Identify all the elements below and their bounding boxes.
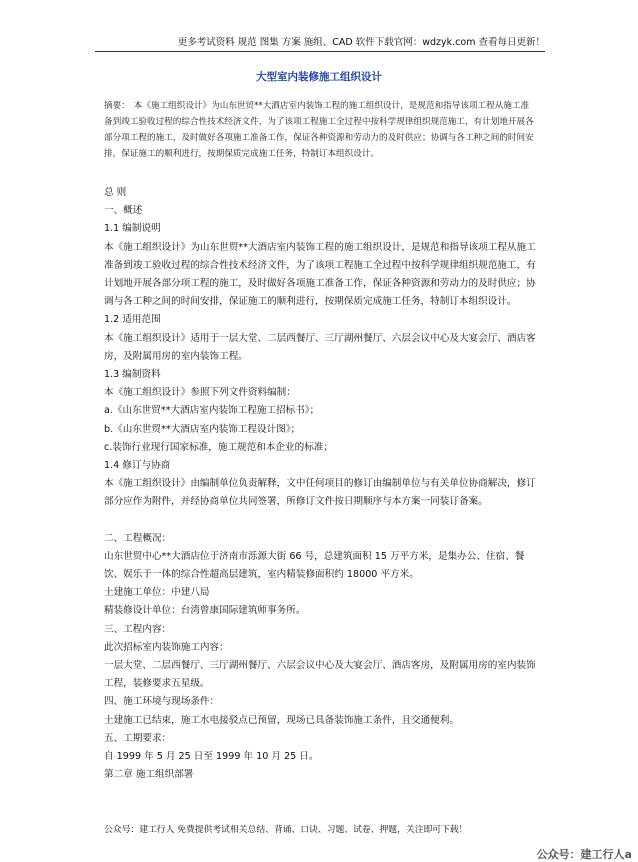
section-heading: 三、工程内容： bbox=[104, 623, 172, 635]
list-item: a.《山东世贸**大酒店室内装饰工程施工招标书》； bbox=[104, 405, 320, 417]
abstract-label: 摘要： bbox=[104, 101, 130, 111]
section-heading: 二、工程概况： bbox=[104, 532, 172, 544]
paragraph: 本《施工组织设计》为山东世贸**大酒店室内装饰工程的施工组织设计，是规范和指导该项工程从施工准备到竣工验收过程的综合性技术经济文件，为了该项工程施工全过程中按科学规律组织规范施工，有计划地开展各部分项工程的施工，及时做好各项施工准备工作，保证各种资源和劳动力的及时供应；协调与各工种之间的时间安排，保证施工的顺利进行，按期保质完成施工任务，特制订本组织设计。 bbox=[104, 241, 536, 308]
paragraph: 本《施工组织设计》由编制单位负责解释，文中任何项目的修订由编制单位与有关单位协商解决，修订部分应作为附件，并经协商单位共同签署，所修订文件按日期顺序与本方案一同装订备案。 bbox=[104, 478, 536, 508]
abstract bbox=[104, 98, 536, 162]
section-heading: 五、工期要求： bbox=[104, 732, 172, 744]
paragraph: 本《施工组织设计》参照下列文件资料编制： bbox=[104, 387, 296, 399]
footer-note: 公众号：建工行人 免费提供考试相关总结、背诵、口诀、习题、试卷、押题，关注即可下载！ bbox=[104, 825, 468, 835]
subsection-heading: 1.2 适用范围 bbox=[104, 314, 161, 326]
document-title: 大型室内装修施工组织设计 bbox=[256, 71, 382, 83]
section-heading: 四、施工环境与现场条件： bbox=[104, 696, 220, 708]
paragraph: 土建施工已结束，施工水电接驳点已预留，现场已具备装饰施工条件，且交通便利。 bbox=[104, 714, 459, 726]
paragraph: 一层大堂、二层西餐厅、三厅湖州餐厅、六层会议中心及大宴会厅、酒店客房，及附属用房的室内装饰工程，装修要求五星级。 bbox=[104, 660, 536, 690]
list-item: c.装饰行业现行国家标准，施工规范和本企业的标准； bbox=[104, 441, 333, 453]
document-body bbox=[104, 184, 536, 785]
subsection-heading: 1.1 编制说明 bbox=[104, 223, 161, 235]
paragraph: 此次招标室内装饰施工内容： bbox=[104, 641, 229, 653]
subsection-heading: 1.4 修订与协商 bbox=[104, 460, 171, 472]
watermark: 公众号：建工行人a bbox=[536, 848, 632, 861]
paragraph: 山东世贸中心**大酒店位于济南市泺源大街 66 号，总建筑面积 15 万平方米，是集办公、住宿、餐饮、娱乐于一体的综合性超高层建筑，室内精装修面积约 18000 平方米。 bbox=[104, 550, 525, 581]
paragraph: 精装修设计单位：台湾曾康国际建筑师事务所。 bbox=[104, 605, 306, 617]
paragraph: 自 1999 年 5 月 25 日至 1999 年 10 月 25 日。 bbox=[104, 751, 319, 763]
paragraph-spacer bbox=[104, 512, 536, 530]
list-item: b.《山东世贸**大酒店室内装饰工程设计图》； bbox=[104, 423, 301, 435]
section-heading-overview: 一、概述 bbox=[104, 205, 143, 217]
abstract-text: 本《施工组织设计》为山东世贸**大酒店室内装饰工程的施工组织设计，是规范和指导该项工程从施工准备到竣工验收过程的综合性技术经济文件，为了该项工程施工全过程中按科学规律组织规范施工，有计划地开展各部分项工程的施工，及时做好各项施工准备工作，保证各种资源和劳动力的及时供应；协调与各工种之间的时间安排，保证施工的顺利进行，按期保质完成施工任务，特制订本组织设计。 bbox=[104, 101, 534, 159]
chapter-heading: 第二章 施工组织部署 bbox=[104, 769, 194, 781]
section-heading-general: 总 则 bbox=[104, 187, 127, 198]
site-header-banner: 更多考试资料 规范 图集 方案 施组、CAD 软件下载官网：wdzyk.com 查看每日更新！ bbox=[95, 34, 545, 52]
paragraph: 本《施工组织设计》适用于一层大堂、二层西餐厅、三厅湖州餐厅、六层会议中心及大宴会厅、酒店客房，及附属用房的室内装饰工程。 bbox=[104, 332, 536, 362]
subsection-heading: 1.3 编制资料 bbox=[104, 369, 161, 381]
paragraph: 土建施工单位：中建八局 bbox=[104, 587, 210, 599]
